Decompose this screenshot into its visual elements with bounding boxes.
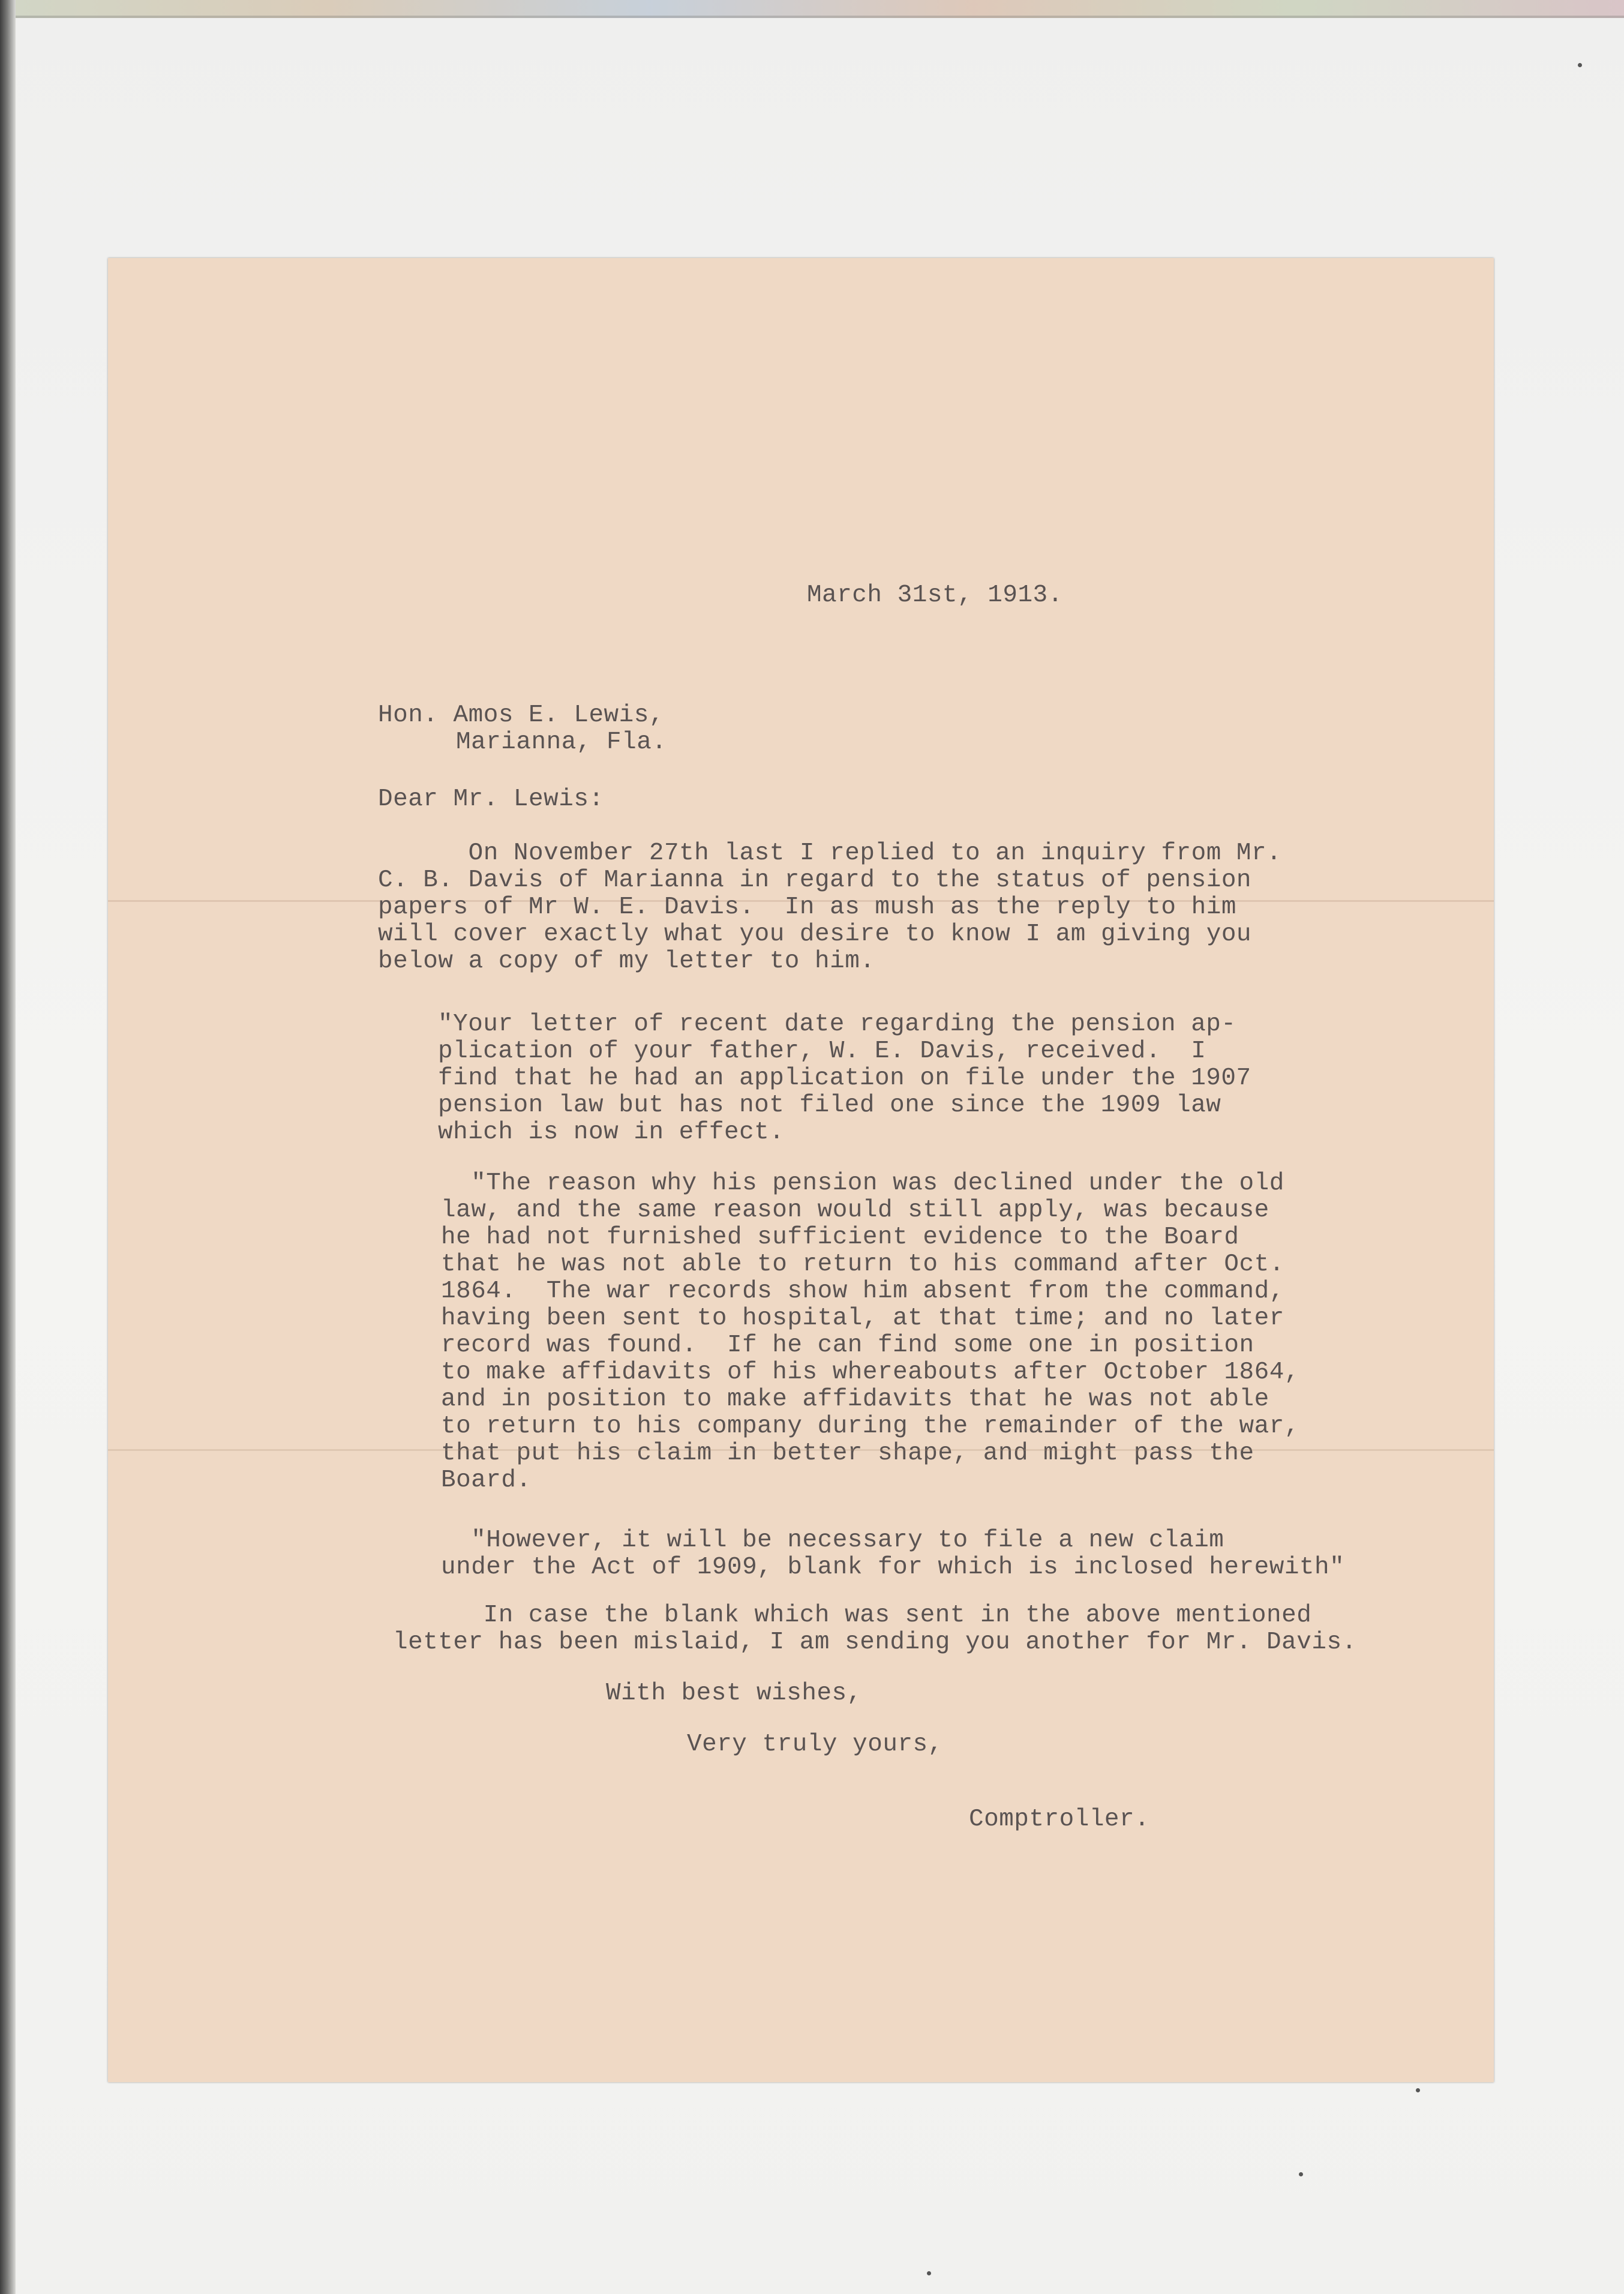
letter-date: March 31st, 1913. bbox=[807, 581, 1063, 609]
dust-speck bbox=[1299, 2172, 1303, 2176]
scan-edge-line bbox=[0, 16, 1624, 18]
quoted-paragraph-3: "However, it will be necessary to file a new claim under the Act of 1909, blank for which is inclosed herewith" bbox=[441, 1527, 1345, 1581]
dust-speck bbox=[927, 2271, 931, 2275]
body-paragraph-1: On November 27th last I replied to an inquiry from Mr. C. B. Davis of Marianna in regard to the status of pension papers of Mr W. E. Davis. In as mush as the reply to him will cover exactly what you desire to know I am giving you below a copy of my letter to him. bbox=[378, 839, 1282, 975]
quoted-paragraph-1: "Your letter of recent date regarding the pension ap- plication of your father, W. E. Davis, received. I find that he had an application on file under the 1907 pension law but has not filed one since the 1909 law which is now in effect. bbox=[438, 1010, 1251, 1146]
recipient-name: Hon. Amos E. Lewis, bbox=[378, 701, 664, 729]
quoted-paragraph-2: "The reason why his pension was declined under the old law, and the same reason would still apply, was because he had not furnished sufficient evidence to the Board that he was not able to return to his command after Oct. 1864. The war records show him absent from the command, having been sent to hospital, at that time; and no later record was found. If he can find some one in position to make affidavits of his whereabouts after October 1864, and in position to make affidavits that he was not able to return to his company during the remainder of the war, that put his claim in better shape, and might pass the Board. bbox=[441, 1170, 1299, 1494]
closing-wishes: With best wishes, bbox=[606, 1680, 862, 1707]
scan-left-edge bbox=[0, 0, 16, 2294]
letter-page bbox=[108, 258, 1494, 2082]
signature-title: Comptroller. bbox=[969, 1806, 1150, 1833]
dust-speck bbox=[1416, 2088, 1420, 2092]
recipient-location: Marianna, Fla. bbox=[456, 728, 667, 756]
body-paragraph-2: In case the blank which was sent in the above mentioned letter has been mislaid, I am sending you another for Mr. Davis. bbox=[393, 1602, 1357, 1656]
dust-speck bbox=[1578, 63, 1582, 67]
closing-valediction: Very truly yours, bbox=[687, 1731, 943, 1758]
salutation: Dear Mr. Lewis: bbox=[378, 785, 604, 813]
